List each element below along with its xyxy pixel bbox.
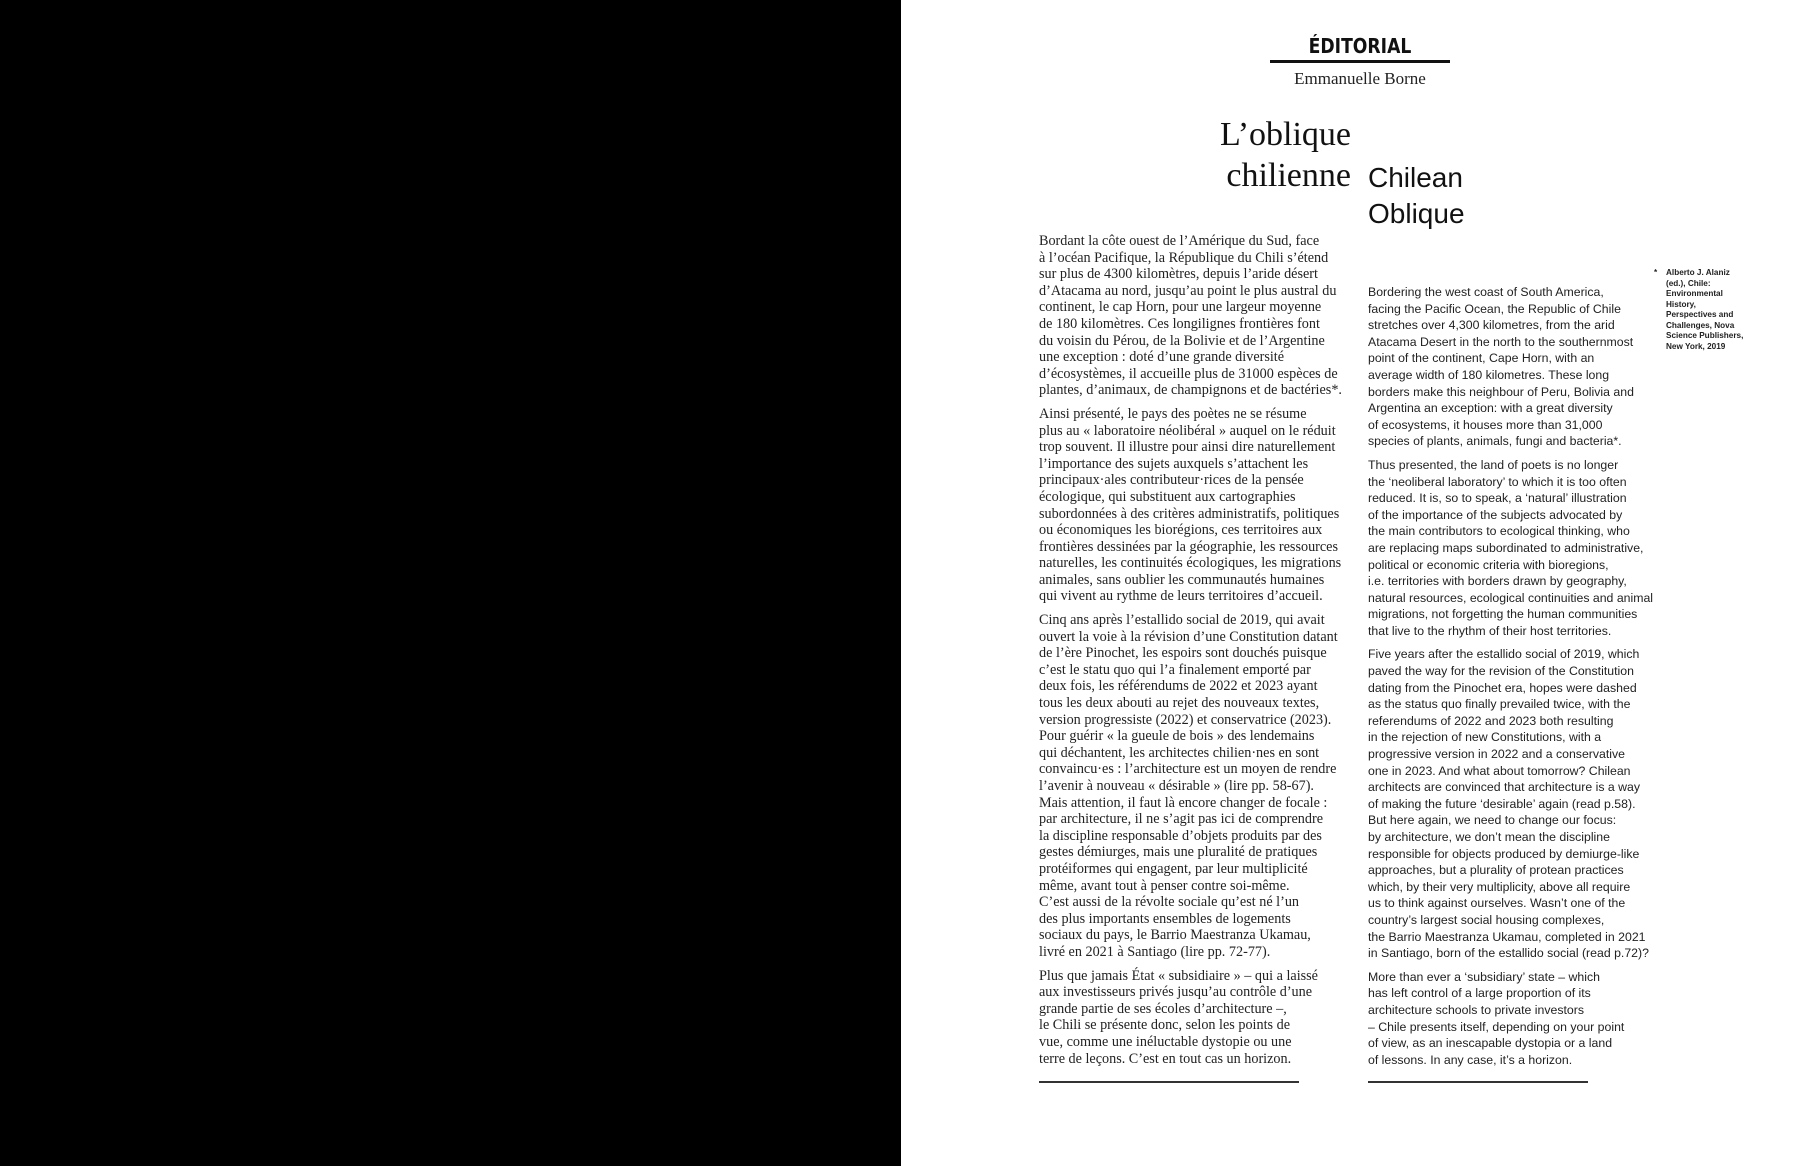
section-underline [1270, 60, 1450, 63]
french-paragraph-2: Ainsi présenté, le pays des poètes ne se résume plus au « laboratoire néolibéral » auquel on le réduit trop souvent. Il illustre pour ainsi dire naturellement l’importance des sujets auxquels s’attachent les principaux·ales contributeur·rices de la pensée écologique, qui substituent aux cartographies subordonnées à des critères administratifs, politiques ou économiques les biorégions, ces territoires aux frontières dessinées par la géographie, les ressources naturelles, les continuités écologiques, les migrations animales, sans oublier les communautés humaines qui vivent au rythme de leurs territoires d’accueil. [1039, 405, 1342, 605]
french-paragraph-4: Plus que jamais État « subsidiaire » – qui a laissé aux investisseurs privés jusqu’au contrôle d’une grande partie de ses écoles d’architecture –, le Chili se présente donc, selon les points de vue, comme une inéluctable dystopie ou une terre de leçons. C’est en tout cas un horizon. [1039, 967, 1318, 1067]
french-column [1039, 233, 1379, 1074]
footnote-text: Alberto J. Alaniz (ed.), Chile: Environmental History, Perspectives and Challenges, Nova Science Publishers, New York, 2019 [1666, 268, 1744, 351]
french-paragraph-3: Cinq ans après l’estallido social de 2019, qui avait ouvert la voie à la révision d’une Constitution datant de l’ère Pinochet, les espoirs sont douchés puisque c’est le statu quo qui l’a finalement emporté par deux fois, les référendums de 2022 et 2023 ayant tous les deux abouti au rejet des nouveaux textes, version progressiste (2022) et conservatrice (2023). Pour guérir « la gueule de bois » des lendemains qui déchantent, les architectes chilien·nes en sont convaincu·es : l’architecture est un moyen de rendre l’avenir à nouveau « désirable » (lire pp. 58-67). Mais attention, il faut là encore changer de focale : par architecture, il ne s’agit pas ici de comprendre la discipline responsable d’objets produits par des gestes démiurges, mais une pluralité de pratiques protéiformes qui engagent, par leur multiplicité même, avant tout à penser contre soi-même. C’est aussi de la révolte sociale qu’est né l’un des plus importants ensembles de logements sociaux du pays, le Barrio Maestranza Ukamau, livré en 2021 à Santiago (lire pp. 72-77). [1039, 612, 1338, 960]
author-name: Emmanuelle Borne [1294, 69, 1426, 88]
english-paragraph-4: More than ever a ‘subsidiary’ state – which has left control of a large proportion of its architecture schools to private investors – Chile presents itself, depending on your point of view, as an inescapable dystopia or a land of lessons. In any case, it’s a horizon. [1368, 969, 1625, 1067]
english-paragraph-3: Five years after the estallido social of 2019, which paved the way for the revision of the Constitution dating from the Pinochet era, hopes were dashed as the status quo finally prevailed twice, with the referendums of 2022 and 2023 both resulting in the rejection of new Constitutions, with a progressive version in 2022 and a conservative one in 2023. And what about tomorrow? Chilean architects are convinced that architecture is a way of making the future ‘desirable’ again (read p.58). But here again, we need to change our focus: by architecture, we don’t mean the discipline responsible for objects produced by demiurge-like approaches, but a plurality of protean practices which, by their very multiplicity, above all require us to think against ourselves. Wasn’t one of the country’s largest social housing complexes, the Barrio Maestranza Ukamau, completed in 2021 in Santiago, born of the estallido social (read p.72)? [1368, 647, 1649, 961]
title-french: L’oblique chilienne [1220, 116, 1351, 194]
english-paragraph-2: Thus presented, the land of poets is no longer the ‘neoliberal laboratory’ to which it is too often reduced. It is, so to speak, a ‘natural’ illustration of the importance of the subjects advocated by the main contributors to ecological thinking, who are replacing maps subordinated to administrative, political or economic criteria with bioregions, i.e. territories with borders drawn by geography, natural resources, ecological continuities and animal migrations, not forgetting the human communities that live to the rhythm of their host territories. [1368, 457, 1654, 638]
french-end-rule [1039, 1081, 1299, 1083]
english-column [1368, 284, 1688, 1075]
english-paragraph-1: Bordering the west coast of South America, facing the Pacific Ocean, the Republic of Chile stretches over 4,300 kilometres, from the arid Atacama Desert in the north to the southernmost point of the continent, Cape Horn, with an average width of 180 kilometres. These long borders make this neighbour of Peru, Bolivia and Argentina an exception: with a great diversity of ecosystems, it houses more than 31,000 species of plants, animals, fungi and bacteria*. [1368, 285, 1634, 449]
footnote-mark: * [1654, 268, 1658, 277]
title-english: Chilean Oblique [1368, 162, 1465, 229]
english-end-rule [1368, 1081, 1588, 1083]
french-paragraph-1: Bordant la côte ouest de l’Amérique du Sud, face à l’océan Pacifique, la République du Chili s’étend sur plus de 4300 kilomètres, depuis l’aride désert d’Atacama au nord, jusqu’au point le plus austral du continent, le cap Horn, pour une largeur moyenne de 180 kilomètres. Ces longilignes frontières font du voisin du Pérou, de la Bolivie et de l’Argentine une exception : doté d’une grande diversité d’écosystèmes, il accueille plus de 31000 espèces de plantes, d’animaux, de champignons et de bactéries*. [1039, 233, 1342, 399]
section-label: ÉDITORIAL [1308, 34, 1412, 58]
footnote [1654, 268, 1771, 352]
